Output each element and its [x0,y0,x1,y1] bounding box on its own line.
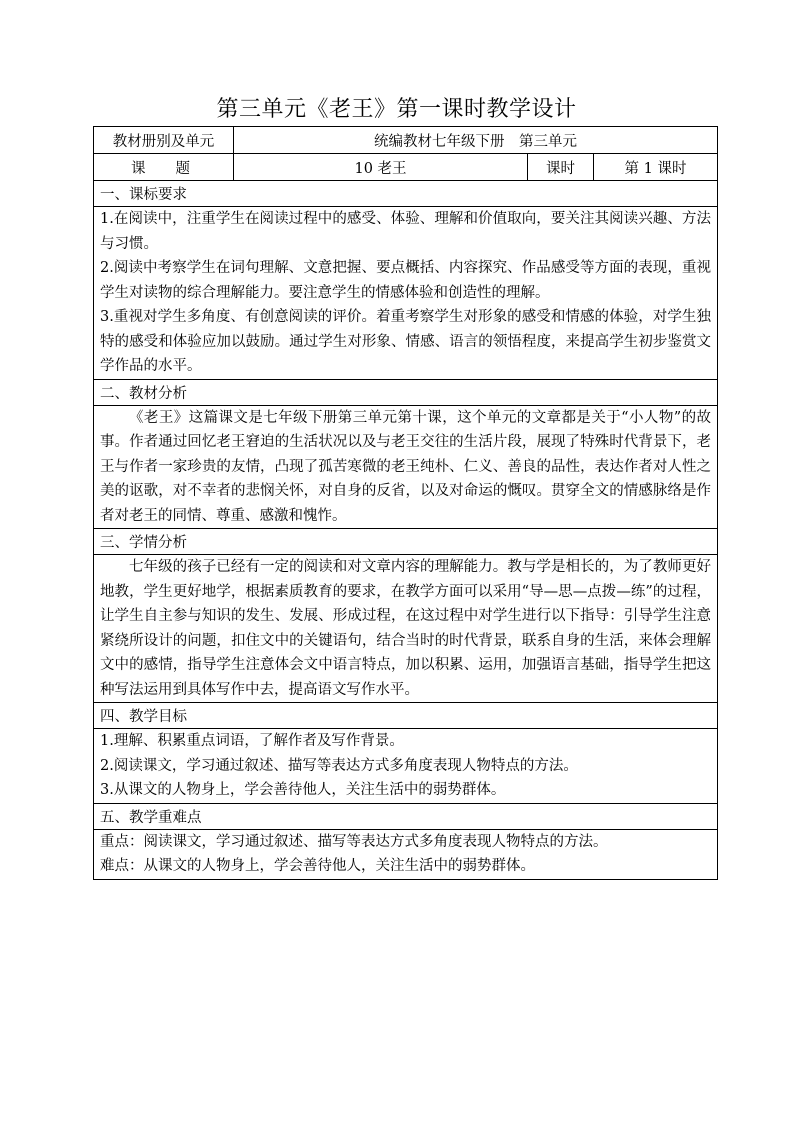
page-title: 第三单元《老王》第一课时教学设计 [216,97,577,122]
section-heading-textbook-analysis: 二、教材分析 [94,379,718,405]
section-heading-student-analysis: 三、学情分析 [94,529,718,555]
section-heading-row [94,529,718,555]
section-body-key-points [94,829,718,879]
course-row [94,154,718,181]
section-body-row [94,829,718,879]
period-label: 课时 [528,154,594,181]
paragraph: 《老王》这篇课文是七年级下册第三单元第十课，这个单元的文章都是关于“小人物”的故事。作者通过回忆老王窘迫的生活状况以及与老王交往的生活片段，展现了特殊时代背景下，老王与作者一家珍贵的友情，凸现了孤苦寒微的老王纯朴、仁义、善良的品性，表达作者对人性之美的讴歌，对不幸者的悲悯关怀，对自身的反省，以及对命运的慨叹。贯穿全文的情感脉络是作者对老王的同情、尊重、感激和愧怍。 [100,409,711,524]
section-body-row [94,729,718,804]
section-body-curriculum [94,207,718,380]
paragraph: 3.从课文的人物身上，学会善待他人，关注生活中的弱势群体。 [100,782,506,798]
section-body-row [94,555,718,703]
section-heading-row [94,379,718,405]
paragraph: 2.阅读中考察学生在词句理解、文意把握、要点概括、内容探究、作品感受等方面的表现，重视学生对读物的综合理解能力。要注意学生的情感体验和创造性的理解。 [100,260,711,301]
section-body-row [94,405,718,529]
textbook-value: 统编教材七年级下册 第三单元 [234,127,718,154]
textbook-label: 教材册别及单元 [94,127,234,154]
paragraph: 难点：从课文的人物身上，学会善待他人，关注生活中的弱势群体。 [100,858,535,874]
paragraph: 七年级的孩子已经有一定的阅读和对文章内容的理解能力。教与学是相长的，为了教师更好地教，学生更好地学，根据素质教育的要求，在教学方面可以采用“导—思—点拨—练”的过程，让学生自主参与知识的发生、发展、形成过程，在这过程中对学生进行以下指导：引导学生注意紧绕所设计的问题，扣住文中的关键语句，结合当时的时代背景，联系自身的生活，来体会理解文中的感情，指导学生注意体会文中语言特点，加以积累、运用，加强语言基础，指导学生把这种写法运用到具体写作中去，提高语文写作水平。 [100,559,711,698]
period-value: 第 1 课时 [594,154,718,181]
paragraph: 重点：阅读课文，学习通过叙述、描写等表达方式多角度表现人物特点的方法。 [100,833,608,850]
section-heading-curriculum: 一、课标要求 [94,181,718,207]
paragraph: 3.重视对学生多角度、有创意阅读的评价。着重考察学生对形象的感受和情感的体验，对学生独特的感受和体验应加以鼓励。通过学生对形象、情感、语言的领悟程度，来提高学生初步鉴赏文学作品的水平。 [100,309,711,374]
section-body-row [94,207,718,380]
section-body-objectives [94,729,718,804]
section-heading-objectives: 四、教学目标 [94,703,718,729]
section-heading-row [94,703,718,729]
section-heading-row [94,181,718,207]
course-value: 10 老王 [234,154,528,181]
section-heading-row [94,803,718,829]
section-heading-key-points: 五、教学重难点 [94,803,718,829]
lesson-plan-table [93,126,718,880]
paragraph: 2.阅读课文，学习通过叙述、描写等表达方式多角度表现人物特点的方法。 [100,757,578,774]
course-label: 课题 [94,154,234,181]
paragraph: 1.在阅读中，注重学生在阅读过程中的感受、体验、理解和价值取向，要关注其阅读兴趣、方法与习惯。 [100,211,711,252]
paragraph: 1.理解、积累重点词语，了解作者及写作背景。 [100,733,404,749]
section-body-student-analysis [94,555,718,703]
textbook-row [94,127,718,154]
section-body-textbook-analysis [94,405,718,529]
